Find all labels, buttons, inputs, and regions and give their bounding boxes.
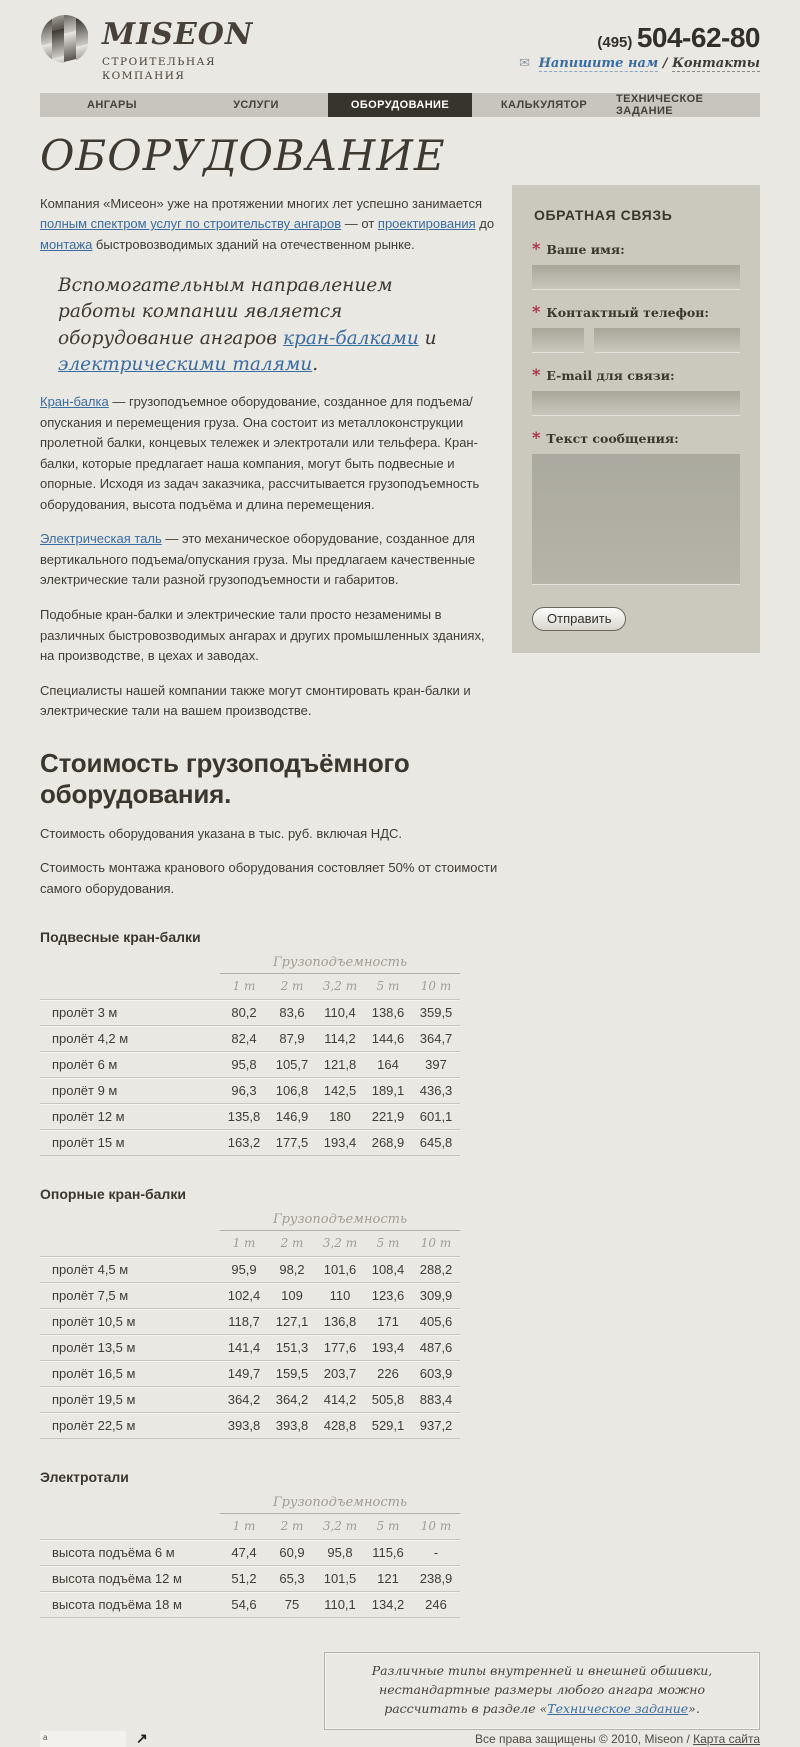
- price-cell: 123,6: [364, 1283, 412, 1309]
- name-field-group: [532, 239, 740, 289]
- nav-item-kalkulyator[interactable]: КАЛЬКУЛЯТОР: [500, 99, 588, 112]
- price-cell: 246: [412, 1592, 460, 1618]
- price-cell: 397: [412, 1052, 460, 1078]
- phone-inputs: [532, 322, 740, 352]
- table-row: [40, 1566, 460, 1592]
- row-label: пролёт 15 м: [40, 1130, 220, 1156]
- row-label: высота подъёма 18 м: [40, 1592, 220, 1618]
- sidebar-column: [512, 133, 760, 1618]
- price-cell: 288,2: [412, 1257, 460, 1283]
- price-cell: 151,3: [268, 1335, 316, 1361]
- counter-placeholder: a: [40, 1731, 126, 1747]
- submit-button[interactable]: Отправить: [532, 607, 626, 631]
- pricing-title: Стоимость грузоподъёмного оборудования.: [40, 747, 410, 809]
- pricing-note-1: Стоимость оборудования указана в тыс. руб. включая НДС.: [40, 825, 402, 841]
- price-cell: 82,4: [220, 1026, 268, 1052]
- main-content: [40, 133, 760, 1618]
- price-table-hoists: [40, 1495, 460, 1618]
- price-cell: 414,2: [316, 1387, 364, 1413]
- table-units-row: [40, 1514, 460, 1540]
- required-mark: *: [532, 365, 541, 385]
- price-cell: 115,6: [364, 1540, 412, 1566]
- price-cell: 180: [316, 1104, 364, 1130]
- price-cell: 146,9: [268, 1104, 316, 1130]
- price-cell: 110: [316, 1283, 364, 1309]
- page-title: ОБОРУДОВАНИЕ: [40, 131, 446, 181]
- price-cell: 136,8: [316, 1309, 364, 1335]
- table-row: [40, 1361, 460, 1387]
- table-group-row: [40, 1495, 460, 1514]
- table-row: [40, 1387, 460, 1413]
- price-cell: 105,7: [268, 1052, 316, 1078]
- email-label: E-mail для связи:: [546, 368, 675, 384]
- phone-code-input[interactable]: [532, 328, 584, 352]
- specialists-paragraph: Специалисты нашей компании также могут смонтировать кран-балки и электрические тали на вашем производстве.: [40, 682, 471, 719]
- table-row: [40, 1000, 460, 1026]
- table-section-suspended: [40, 929, 498, 1156]
- price-cell: 364,7: [412, 1026, 460, 1052]
- price-cell: 238,9: [412, 1566, 460, 1592]
- table-title-suspended: Подвесные кран-балки: [40, 929, 201, 946]
- usage-paragraph: Подобные кран-балки и электрические тали просто незаменимы в различных быстровозводимых ангарах и других промышленных зданиях, на производстве, в цехах и заводах.: [40, 606, 485, 664]
- row-label: пролёт 3 м: [40, 1000, 220, 1026]
- table-row: [40, 1130, 460, 1156]
- copyright: Все права защищены © 2010, Miseon / Карта сайта: [475, 1731, 760, 1746]
- price-cell: 141,4: [220, 1335, 268, 1361]
- unit-header-cell: 5 т: [376, 1519, 400, 1534]
- price-cell: 138,6: [364, 1000, 412, 1026]
- price-cell: 121,8: [316, 1052, 364, 1078]
- phone-number-input[interactable]: [594, 328, 740, 352]
- lead-quote: Вспомогательным направлением работы компании является оборудование ангаров кран-балками и электрическими талями.: [58, 275, 437, 375]
- phone-number: (495) 504-62-80: [597, 22, 760, 53]
- table-row: [40, 1078, 460, 1104]
- price-cell: 393,8: [220, 1413, 268, 1439]
- price-cell: 883,4: [412, 1387, 460, 1413]
- table-row: [40, 1283, 460, 1309]
- row-label: пролёт 4,2 м: [40, 1026, 220, 1052]
- table-units-row: [40, 1231, 460, 1257]
- nav-item-oborudovanie[interactable]: ОБОРУДОВАНИЕ: [328, 93, 472, 117]
- price-cell: 221,9: [364, 1104, 412, 1130]
- price-cell: 193,4: [364, 1335, 412, 1361]
- price-cell: 142,5: [316, 1078, 364, 1104]
- price-cell: 189,1: [364, 1078, 412, 1104]
- price-cell: 163,2: [220, 1130, 268, 1156]
- price-cell: 87,9: [268, 1026, 316, 1052]
- price-cell: 95,8: [220, 1052, 268, 1078]
- price-cell: 95,8: [316, 1540, 364, 1566]
- unit-header-cell: 2 т: [280, 1236, 304, 1251]
- price-cell: 149,7: [220, 1361, 268, 1387]
- row-label: пролёт 9 м: [40, 1078, 220, 1104]
- price-cell: 110,1: [316, 1592, 364, 1618]
- required-mark: *: [532, 302, 541, 322]
- price-cell: 359,5: [412, 1000, 460, 1026]
- table-title-hoists: Электротали: [40, 1469, 129, 1486]
- row-label: пролёт 19,5 м: [40, 1387, 220, 1413]
- price-cell: 75: [268, 1592, 316, 1618]
- price-cell: 106,8: [268, 1078, 316, 1104]
- row-label: высота подъёма 6 м: [40, 1540, 220, 1566]
- price-cell: 645,8: [412, 1130, 460, 1156]
- inline-link[interactable]: монтажа: [40, 236, 93, 252]
- row-label: высота подъёма 12 м: [40, 1566, 220, 1592]
- price-cell: 109: [268, 1283, 316, 1309]
- sitemap-link[interactable]: Карта сайта: [693, 1731, 760, 1746]
- required-mark: *: [532, 428, 541, 448]
- email-input[interactable]: [532, 391, 740, 415]
- row-label: пролёт 7,5 м: [40, 1283, 220, 1309]
- price-cell: 102,4: [220, 1283, 268, 1309]
- table-group-row: [40, 955, 460, 974]
- table-units-row: [40, 974, 460, 1000]
- logo-subtitle: СТРОИТЕЛЬНАЯ КОМПАНИЯ: [102, 56, 216, 83]
- required-mark: *: [532, 239, 541, 259]
- main-nav: [40, 93, 760, 117]
- intro-paragraph: Компания «Мисеон» уже на протяжении многих лет успешно занимается полным спектром услуг по строительству ангаров — от проектирования до монтажа быстровозводимых зданий на отечественном рынке.: [40, 195, 495, 252]
- price-cell: 603,9: [412, 1361, 460, 1387]
- table-section-hoists: [40, 1469, 498, 1618]
- inline-link[interactable]: кран-балками: [282, 327, 419, 349]
- row-label: пролёт 6 м: [40, 1052, 220, 1078]
- price-cell: 601,1: [412, 1104, 460, 1130]
- unit-header-cell: 1 т: [232, 1519, 256, 1534]
- logo-title: MISEON: [102, 17, 254, 52]
- phone-label: Контактный телефон:: [546, 305, 709, 321]
- price-cell: 135,8: [220, 1104, 268, 1130]
- inline-link[interactable]: Электрическая таль: [40, 531, 162, 547]
- table-row: [40, 1540, 460, 1566]
- price-cell: 309,9: [412, 1283, 460, 1309]
- price-cell: 436,3: [412, 1078, 460, 1104]
- table-row: [40, 1592, 460, 1618]
- unit-header-cell: 5 т: [376, 979, 400, 994]
- table-row: [40, 1413, 460, 1439]
- price-cell: 96,3: [220, 1078, 268, 1104]
- counter-area: [40, 1730, 148, 1747]
- envelope-icon: ✉: [519, 56, 531, 71]
- price-cell: 95,9: [220, 1257, 268, 1283]
- price-cell: 159,5: [268, 1361, 316, 1387]
- price-cell: 393,8: [268, 1413, 316, 1439]
- price-cell: 268,9: [364, 1130, 412, 1156]
- price-cell: 505,8: [364, 1387, 412, 1413]
- logo[interactable]: [40, 14, 253, 83]
- content-column: [40, 133, 498, 1618]
- price-cell: 164: [364, 1052, 412, 1078]
- price-cell: 118,7: [220, 1309, 268, 1335]
- price-cell: 108,4: [364, 1257, 412, 1283]
- price-cell: 529,1: [364, 1413, 412, 1439]
- nav-item-angary[interactable]: АНГАРЫ: [87, 99, 137, 112]
- price-cell: 203,7: [316, 1361, 364, 1387]
- price-cell: 80,2: [220, 1000, 268, 1026]
- price-cell: 177,5: [268, 1130, 316, 1156]
- price-cell: 83,6: [268, 1000, 316, 1026]
- price-cell: 177,6: [316, 1335, 364, 1361]
- email-field-group: [532, 365, 740, 415]
- price-cell: 937,2: [412, 1413, 460, 1439]
- price-cell: 428,8: [316, 1413, 364, 1439]
- table-row: [40, 1335, 460, 1361]
- table-row: [40, 1026, 460, 1052]
- unit-header-cell: 10 т: [420, 1236, 452, 1251]
- inline-link[interactable]: электрическими талями: [58, 353, 313, 375]
- price-cell: 101,5: [316, 1566, 364, 1592]
- price-cell: 364,2: [220, 1387, 268, 1413]
- phone-field-group: [532, 302, 740, 352]
- price-cell: 405,6: [412, 1309, 460, 1335]
- links-separator: /: [662, 56, 668, 71]
- price-cell: 171: [364, 1309, 412, 1335]
- table-group-row: [40, 1212, 460, 1231]
- feedback-form: [512, 185, 760, 653]
- price-table-suspended: [40, 955, 460, 1156]
- message-label: Текст сообщения:: [546, 431, 679, 447]
- inline-link[interactable]: Техническое задание: [547, 1700, 689, 1716]
- unit-header-cell: 3,2 т: [322, 1236, 358, 1251]
- price-cell: 193,4: [316, 1130, 364, 1156]
- table-row: [40, 1257, 460, 1283]
- group-label: Грузоподъемность: [220, 1212, 460, 1231]
- price-cell: 60,9: [268, 1540, 316, 1566]
- price-cell: 98,2: [268, 1257, 316, 1283]
- unit-header-cell: 3,2 т: [322, 1519, 358, 1534]
- price-cell: 226: [364, 1361, 412, 1387]
- row-label: пролёт 10,5 м: [40, 1309, 220, 1335]
- price-cell: 101,6: [316, 1257, 364, 1283]
- price-cell: -: [412, 1540, 460, 1566]
- row-label: пролёт 4,5 м: [40, 1257, 220, 1283]
- table-row: [40, 1309, 460, 1335]
- price-cell: 364,2: [268, 1387, 316, 1413]
- price-cell: 127,1: [268, 1309, 316, 1335]
- logo-text: [102, 14, 253, 83]
- footer: [40, 1730, 760, 1747]
- unit-header-cell: 10 т: [420, 1519, 452, 1534]
- contacts-link[interactable]: Контакты: [672, 56, 760, 71]
- unit-header-cell: 1 т: [232, 1236, 256, 1251]
- price-cell: 47,4: [220, 1540, 268, 1566]
- tech-note-box: Различные типы внутренней и внешней обшивки, нестандартные размеры любого ангара можно рассчитать в разделе «Техническое задание».: [324, 1652, 760, 1730]
- table-row: [40, 1104, 460, 1130]
- name-label: Ваше имя:: [546, 242, 625, 258]
- unit-header-cell: 5 т: [376, 1236, 400, 1251]
- inline-link[interactable]: полным спектром услуг по строительству ангаров: [40, 216, 342, 232]
- pricing-note-2: Стоимость монтажа кранового оборудования состовляет 50% от стоимости самого оборудования.: [40, 860, 498, 896]
- group-label: Грузоподъемность: [220, 955, 460, 974]
- price-cell: 114,2: [316, 1026, 364, 1052]
- nav-item-tekhzadanie[interactable]: ТЕХНИЧЕСКОЕ ЗАДАНИЕ: [616, 93, 704, 118]
- message-field-group: [532, 428, 740, 584]
- price-cell: 487,6: [412, 1335, 460, 1361]
- external-link-arrow-icon[interactable]: ↗: [136, 1730, 148, 1747]
- price-cell: 54,6: [220, 1592, 268, 1618]
- price-cell: 110,4: [316, 1000, 364, 1026]
- table-row: [40, 1052, 460, 1078]
- kran-balka-paragraph: Кран-балка — грузоподъемное оборудование, созданное для подъема/опускания и перемещения груза. Она состоит из металлоконструкции пролетной балки, концевых тележек и электротали или тельфера. Кран-балки, которые предлагает наша компания, могут быть подвесные и опорные. Исходя из задач заказчика, рассчитывается грузоподъемность оборудования, высота подъёма и длина перемещения.: [40, 394, 480, 512]
- price-table-supported: [40, 1212, 460, 1439]
- write-us-link[interactable]: Напишите нам: [538, 56, 659, 71]
- nav-item-uslugi[interactable]: УСЛУГИ: [233, 99, 279, 112]
- price-cell: 134,2: [364, 1592, 412, 1618]
- unit-header-cell: 3,2 т: [322, 979, 358, 994]
- unit-header-cell: 2 т: [280, 1519, 304, 1534]
- group-label: Грузоподъемность: [220, 1495, 460, 1514]
- price-cell: 51,2: [220, 1566, 268, 1592]
- feedback-form-title: ОБРАТНАЯ СВЯЗЬ: [534, 207, 673, 224]
- price-cell: 65,3: [268, 1566, 316, 1592]
- header: [40, 14, 760, 83]
- price-cell: 121: [364, 1566, 412, 1592]
- inline-link[interactable]: Кран-балка: [40, 394, 109, 410]
- row-label: пролёт 22,5 м: [40, 1413, 220, 1439]
- row-label: пролёт 13,5 м: [40, 1335, 220, 1361]
- unit-header-cell: 10 т: [420, 979, 452, 994]
- electro-tal-paragraph: Электрическая таль — это механическое оборудование, созданное для вертикального подъема/опускания груза. Мы предлагаем качественные электрические тали разной грузоподъемности и габаритов.: [40, 531, 476, 588]
- row-label: пролёт 16,5 м: [40, 1361, 220, 1387]
- message-textarea[interactable]: [532, 454, 740, 584]
- price-cell: 144,6: [364, 1026, 412, 1052]
- logo-icon: [40, 14, 90, 64]
- row-label: пролёт 12 м: [40, 1104, 220, 1130]
- unit-header-cell: 1 т: [232, 979, 256, 994]
- table-section-supported: [40, 1186, 498, 1439]
- table-title-supported: Опорные кран-балки: [40, 1186, 186, 1203]
- header-contact: [519, 14, 760, 71]
- name-input[interactable]: [532, 265, 740, 289]
- unit-header-cell: 2 т: [280, 979, 304, 994]
- contact-links: [519, 56, 760, 71]
- inline-link[interactable]: проектирования: [377, 216, 476, 232]
